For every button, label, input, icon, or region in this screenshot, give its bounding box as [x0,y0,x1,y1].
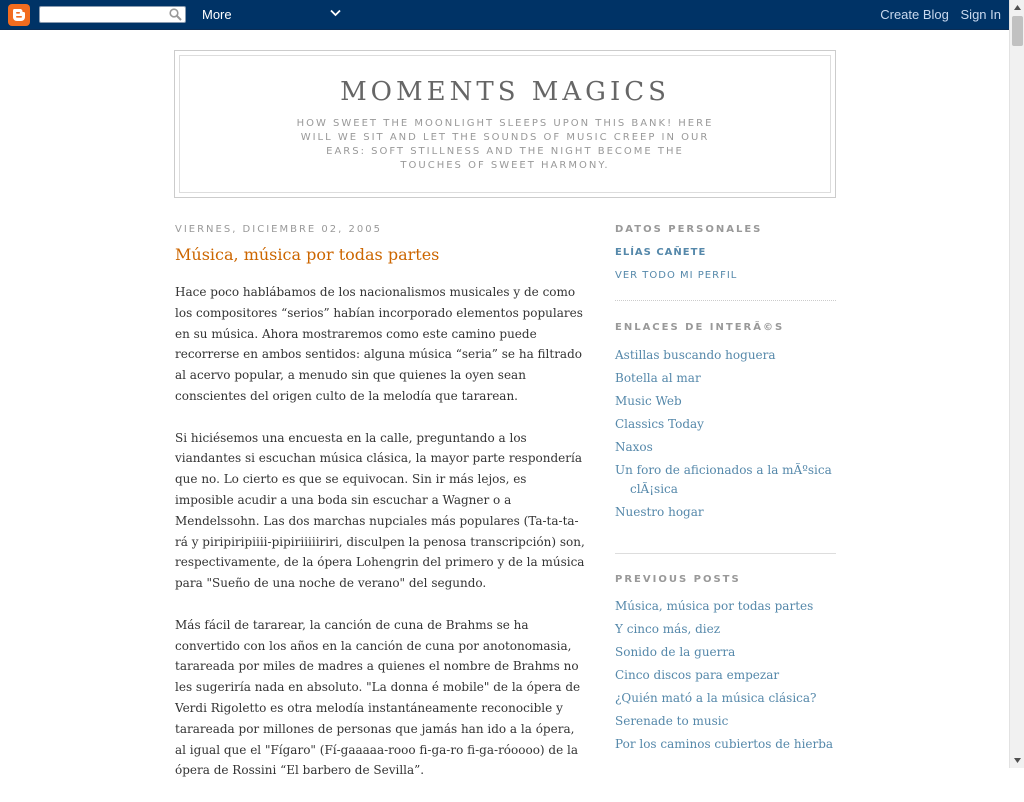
sidebar-link[interactable]: Nuestro hogar [615,505,704,519]
blog-header [174,50,836,198]
navbar-search-input[interactable] [40,12,160,27]
main-content [175,224,587,802]
scrollbar-thumb[interactable] [1012,16,1023,46]
links-heading: ENLACES DE INTERÃ©S [615,322,785,333]
previous-post-link[interactable]: Serenade to music [615,714,729,728]
previous-posts-heading: PREVIOUS POSTS [615,574,741,585]
view-profile-link[interactable]: VER TODO MI PERFIL [615,270,738,281]
more-label: More [202,7,232,22]
sidebar [615,224,836,758]
previous-post-link[interactable]: Música, música por todas partes [615,599,814,613]
sidebar-divider [615,553,836,554]
sidebar-link[interactable]: Botella al mar [615,371,701,385]
create-blog-link[interactable]: Create Blog [880,7,949,22]
scroll-up-arrow-icon[interactable] [1010,0,1024,15]
sign-in-link[interactable]: Sign In [960,7,1001,22]
post-paragraph: Si hiciésemos una encuesta en la calle, preguntando a los viandantes si escuchan música clásica, la mayor parte respondería que no. Lo cierto es que se equivocan. Sin ir más lejos, es imposible acudir a una boda sin escuchar a Wagner o a Mendelssohn. Las dos marchas nupciales más populares (Ta-ta-ta-rá y piripiripiiii-pipiriiiiiriri, disculpen la penosa transcripción) son, respectivamente, de la ópera Lohengrin del primero y de la música para "Sueño de una noche de verano" del segundo. [175,430,585,591]
previous-post-link[interactable]: Por los caminos cubiertos de hierba [615,737,834,751]
blog-title[interactable]: MOMENTS MAGICS [340,77,670,107]
search-icon[interactable] [169,8,182,21]
blogger-logo-icon[interactable] [8,4,30,26]
sidebar-link[interactable]: Astillas buscando hoguera [615,348,776,362]
previous-posts-list [615,597,836,754]
navbar-search-box [39,6,186,23]
previous-post-link[interactable]: Y cinco más, diez [615,622,721,636]
sidebar-link[interactable]: Music Web [615,394,682,408]
blogger-navbar [0,0,1009,30]
sidebar-link[interactable]: Un foro de aficionados a la mÃºsica clÃ¡sica [615,463,832,496]
navbar-actions [872,7,1001,22]
page-scrollbar[interactable] [1009,0,1024,768]
previous-post-link[interactable]: Sonido de la guerra [615,645,736,659]
profile-name-link[interactable]: ELÍAS CAÑETE [615,247,707,258]
navbar-more-menu[interactable] [202,7,232,22]
sidebar-divider [615,300,836,301]
sidebar-link[interactable]: Classics Today [615,417,704,431]
scroll-down-arrow-icon[interactable] [1010,753,1024,768]
post-paragraph: Hace poco hablábamos de los nacionalismos musicales y de como los compositores “serios” habían incorporado elementos populares en su música. Ahora mostraremos como este camino puede recorrerse en ambos sentidos: alguna música “seria” se ha filtrado al acervo popular, a menudo sin que quienes la oyen sean conscientes del origen culto de la melodía que tararean. [175,285,583,403]
chevron-down-icon[interactable] [330,9,341,17]
blog-description: HOW SWEET THE MOONLIGHT SLEEPS UPON THIS BANK! HERE WILL WE SIT AND LET THE SOUNDS OF MUSIC CREEP IN OUR EARS: SOFT STILLNESS AND THE NIGHT BECOME THE TOUCHES OF SWEET HARMONY. [296,118,714,171]
post-title[interactable]: Música, música por todas partes [175,245,440,264]
blog-header-inner [179,55,831,193]
post-body [175,282,587,781]
sidebar-link[interactable]: Naxos [615,440,653,454]
previous-post-link[interactable]: ¿Quién mató a la música clásica? [615,691,817,705]
post-date: VIERNES, DICIEMBRE 02, 2005 [175,224,382,235]
previous-post-link[interactable]: Cinco discos para empezar [615,668,780,682]
post-paragraph: Más fácil de tararear, la canción de cuna de Brahms se ha convertido con los años en la canción de cuna por anotonomasia, tarareada por miles de madres a quienes el nombre de Brahms no les sugeriría nada en absoluto. "La donna é mobile" de la ópera de Verdi Rigoletto es otra melodía instantáneamente reconocible y tarareada por millones de personas que jamás han ido a la ópera, al igual que el "Fígaro" (Fí-gaaaaa-rooo fi-ga-ro fi-ga-róoooo) de la ópera de Rossini “El barbero de Sevilla”. [175,617,581,778]
profile-heading: DATOS PERSONALES [615,224,763,235]
links-list [615,346,836,522]
